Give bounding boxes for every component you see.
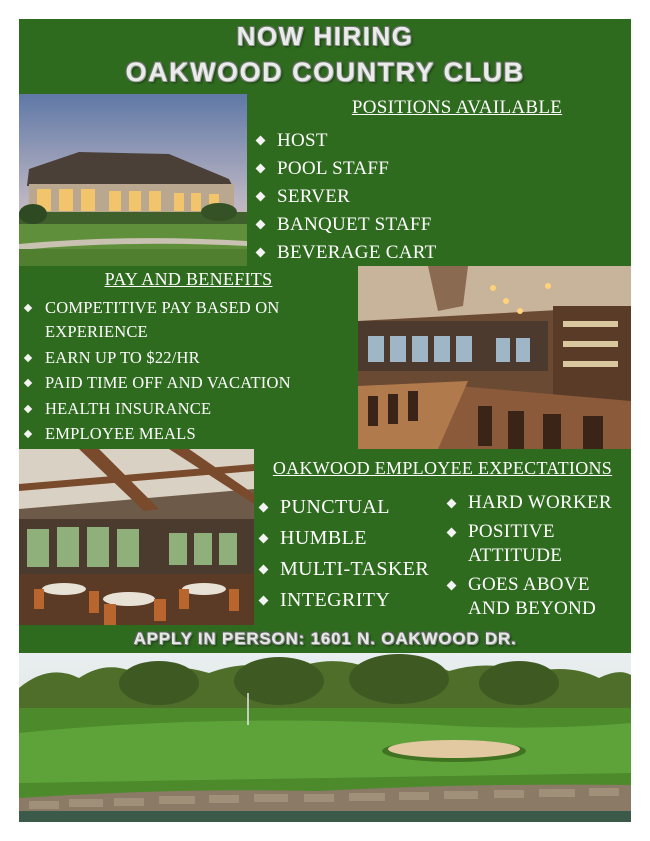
diamond-bullet-icon bbox=[256, 136, 266, 146]
diamond-bullet-icon bbox=[24, 430, 32, 438]
diamond-bullet-icon bbox=[259, 503, 269, 513]
positions-panel bbox=[247, 94, 631, 266]
list-item: MULTI-TASKER bbox=[260, 554, 429, 585]
header-now-hiring: NOW HIRING bbox=[236, 21, 414, 51]
bar-photo bbox=[358, 266, 631, 449]
diamond-bullet-icon bbox=[256, 248, 266, 258]
diamond-bullet-icon bbox=[24, 353, 32, 361]
list-item: HUMBLE bbox=[260, 523, 429, 554]
expectations-title: OAKWOOD EMPLOYEE EXPECTATIONS bbox=[272, 458, 613, 478]
expectations-list-right bbox=[448, 491, 628, 626]
diamond-bullet-icon bbox=[24, 404, 32, 412]
diamond-bullet-icon bbox=[256, 164, 266, 174]
diamond-bullet-icon bbox=[259, 565, 269, 575]
list-item: BEVERAGE CART bbox=[257, 239, 437, 267]
pay-benefits-title: PAY AND BENEFITS bbox=[104, 269, 273, 289]
list-item: GOES ABOVE AND BEYOND bbox=[448, 573, 628, 622]
diamond-bullet-icon bbox=[447, 580, 457, 590]
list-item: EMPLOYEE MEALS bbox=[25, 422, 355, 446]
list-item: HARD WORKER bbox=[448, 491, 628, 516]
diamond-bullet-icon bbox=[24, 304, 32, 312]
list-item: COMPETITIVE PAY BASED ON EXPERIENCE bbox=[25, 296, 355, 344]
golf-course-photo bbox=[19, 653, 631, 822]
diamond-bullet-icon bbox=[24, 379, 32, 387]
expectations-list-left bbox=[260, 492, 429, 616]
list-item: HEALTH INSURANCE bbox=[25, 397, 355, 421]
list-item: PAID TIME OFF AND VACATION bbox=[25, 371, 355, 395]
list-item: HOST bbox=[257, 127, 437, 155]
hiring-flyer bbox=[19, 19, 631, 822]
positions-list bbox=[257, 127, 437, 267]
list-item: EARN UP TO $22/HR bbox=[25, 346, 355, 370]
header-club-name: OAKWOOD COUNTRY CLUB bbox=[125, 57, 525, 87]
diamond-bullet-icon bbox=[447, 499, 457, 509]
expectations-panel bbox=[254, 449, 631, 625]
list-item: BANQUET STAFF bbox=[257, 211, 437, 239]
diamond-bullet-icon bbox=[256, 220, 266, 230]
list-item: SERVER bbox=[257, 183, 437, 211]
flyer-header bbox=[19, 19, 631, 94]
list-item: PUNCTUAL bbox=[260, 492, 429, 523]
list-item: POSITIVE ATTITUDE bbox=[448, 520, 628, 569]
dining-room-photo bbox=[19, 449, 254, 625]
diamond-bullet-icon bbox=[259, 596, 269, 606]
positions-title: POSITIONS AVAILABLE bbox=[351, 97, 563, 118]
pay-benefits-list bbox=[25, 296, 355, 448]
apply-address: APPLY IN PERSON: 1601 N. OAKWOOD DR. bbox=[133, 629, 517, 648]
diamond-bullet-icon bbox=[447, 527, 457, 537]
clubhouse-photo bbox=[19, 94, 247, 266]
diamond-bullet-icon bbox=[256, 192, 266, 202]
pay-benefits-panel bbox=[19, 266, 358, 449]
apply-banner bbox=[19, 625, 631, 653]
list-item: POOL STAFF bbox=[257, 155, 437, 183]
list-item: INTEGRITY bbox=[260, 585, 429, 616]
diamond-bullet-icon bbox=[259, 534, 269, 544]
